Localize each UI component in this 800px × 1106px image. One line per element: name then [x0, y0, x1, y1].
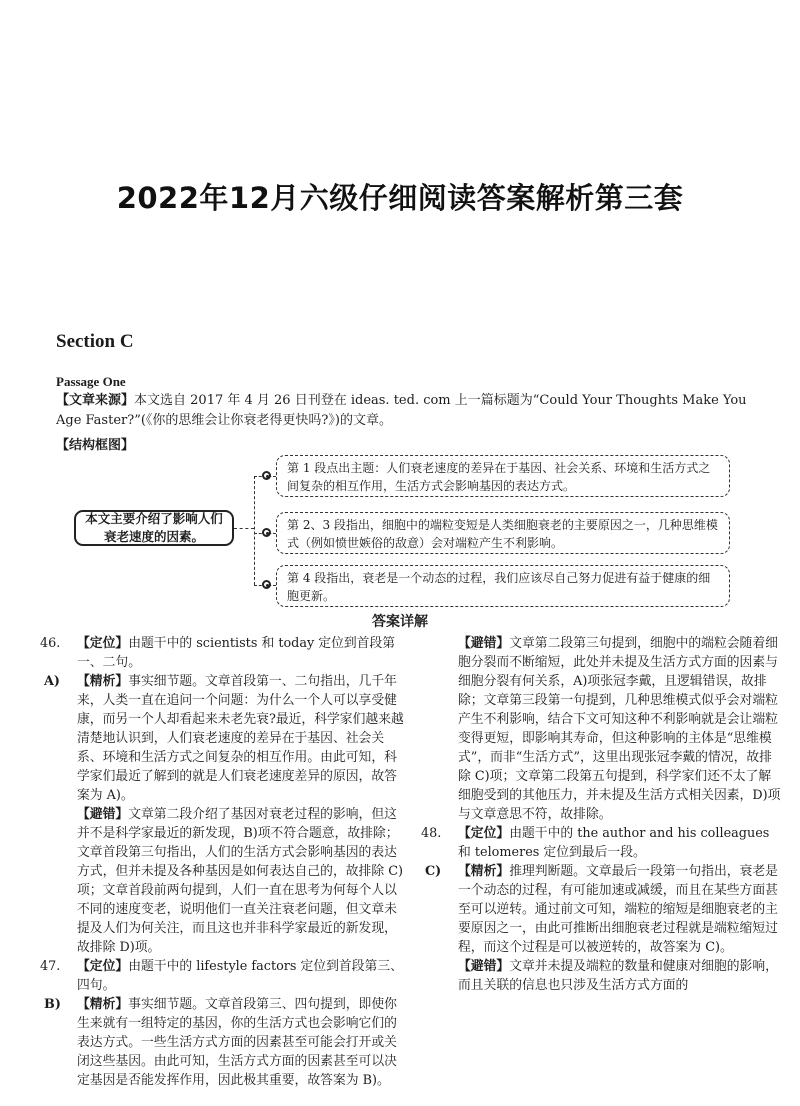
locate-text: 由题干中的 scientists 和 today 定位到首段第一、二句。 [77, 636, 396, 670]
section-heading: Section C [56, 331, 134, 352]
diagram-node-icon [262, 580, 271, 589]
question-47-avoid [421, 634, 783, 824]
avoid-text: 文章第二段介绍了基因对衰老过程的影响，但这并不是科学家最近的新发现，B)项不符合题意，故排除；文章首段第三句指出，人们的生活方式会影响基因的表达方式，但并未提及各种基因是如何表达自己的，故排除 C)项；文章首段前两句提到，人们一直在思考为何每个人以不同的速度变老，说明他们一直关注衰老问题，但文章未提及人们为何关注，而且这也并非科学家最近的新发现，故排除 D)项。 [77, 807, 403, 955]
diagram-branch-text: 第 2、3 段指出，细胞中的端粒变短是人类细胞衰老的主要原因之一，几种思维模式（例如愤世嫉俗的敌意）会对端粒产生不利影响。 [287, 518, 718, 550]
question-47-locate [40, 957, 406, 995]
analysis-tag: 【精析】 [77, 674, 129, 689]
page-title: 2022年12月六级仔细阅读答案解析第三套 [116, 181, 684, 215]
passage-heading: Passage One [56, 374, 126, 389]
diagram-main-text: 本文主要介绍了影响人们衰老速度的因素。 [85, 511, 223, 544]
avoid-tag: 【避错】 [458, 636, 510, 651]
diagram-branch-box [276, 512, 730, 554]
answers-heading: 答案详解 [372, 614, 428, 630]
question-46-analysis [40, 672, 406, 805]
avoid-text: 文章并未提及端粒的数量和健康对细胞的影响，而且关联的信息也只涉及生活方式方面的 [458, 959, 778, 993]
answer-letter: C) [425, 864, 442, 879]
locate-text: 由题干中的 the author and his colleagues 和 telomeres 定位到最后一段。 [458, 826, 770, 860]
question-48-analysis [421, 862, 783, 957]
answer-letter: B) [44, 997, 61, 1012]
diagram-connector [234, 528, 254, 529]
diagram-branch-box [276, 565, 730, 607]
answers-column-left [40, 634, 406, 1090]
question-46-locate [40, 634, 406, 672]
avoid-tag: 【避错】 [77, 807, 129, 822]
question-48-avoid [421, 957, 783, 995]
answers-column-right [421, 634, 783, 995]
avoid-text: 文章第二段第三句提到，细胞中的端粒会随着细胞分裂而不断缩短，此处并未提及生活方式方面的因素与细胞分裂有何关系，A)项张冠李戴，且逻辑错误，故排除；文章第三段第一句提到，几种思维模式似乎会对端粒产生不利影响，结合下文可知这种不利影响就是会让端粒变得更短，即影响其寿命，但这种影响的主体是“思维模式”，而非“生活方式”，这里出现张冠李戴的情况，故排除 C)项；文章第二段第五句提到，科学家们还不太了解细胞受到的其他压力，并未提及生活方式相关因素，D)项与文章意思不符，故排除。 [458, 636, 781, 822]
analysis-tag: 【精析】 [458, 864, 510, 879]
source-text: 本文选自 2017 年 4 月 26 日刊登在 ideas. ted. com 上一篇标题为“Could Your Thoughts Make You Age Faster?”(《你的思维会让你衰老得更快吗?》)的文章。 [56, 393, 747, 428]
question-46-avoid [40, 805, 406, 957]
locate-text: 由题干中的 lifestyle factors 定位到首段第三、四句。 [77, 959, 403, 993]
locate-tag: 【定位】 [77, 636, 129, 651]
diagram-branch-text: 第 4 段指出，衰老是一个动态的过程，我们应该尽自己努力促进有益于健康的细胞更新。 [287, 571, 711, 603]
answer-letter: A) [44, 674, 60, 689]
source-tag: 【文章来源】 [56, 393, 135, 408]
question-number: 48. [421, 826, 442, 841]
analysis-text: 推理判断题。文章最后一段第一句指出，衰老是一个动态的过程，有可能加速或减缓，而且在某些方面甚至可以逆转。通过前文可知，端粒的缩短是细胞衰老的主要原因之一，由此可推断出细胞衰老过程就是端粒缩短过程，而这个过程是可以被逆转的，故答案为 C)。 [458, 864, 778, 955]
diagram-branch-text: 第 1 段点出主题：人们衰老速度的差异在于基因、社会关系、环境和生活方式之间复杂的相互作用，生活方式会影响基因的表达方式。 [287, 461, 711, 493]
question-48-locate [421, 824, 783, 862]
avoid-tag: 【避错】 [458, 959, 510, 974]
analysis-text: 事实细节题。文章首段第一、二句指出，几千年来，人类一直在追问一个问题：为什么一个人可以享受健康，而另一个人却看起来未老先衰?最近，科学家们越来越清楚地认识到，人们衰老速度的差异在于基因、社会关系、环境和生活方式之间复杂的相互作用。由此可知，科学家们最近了解到的就是人们衰老速度差异的原因，故答案为 A)。 [77, 674, 404, 803]
analysis-text: 事实细节题。文章首段第三、四句提到，即使你生来就有一组特定的基因，你的生活方式也会影响它们的表达方式。一些生活方式方面的因素甚至可能会打开或关闭这些基因。由此可知，生活方式方面的因素甚至可以决定基因是否能发挥作用，因此极其重要，故答案为 B)。 [77, 997, 397, 1088]
diagram-branch-box [276, 455, 730, 497]
analysis-tag: 【精析】 [77, 997, 129, 1012]
question-number: 46. [40, 636, 61, 651]
locate-tag: 【定位】 [77, 959, 129, 974]
diagram-main-box [74, 510, 234, 546]
question-number: 47. [40, 959, 61, 974]
diagram-node-icon [262, 471, 271, 480]
locate-tag: 【定位】 [458, 826, 510, 841]
question-47-analysis [40, 995, 406, 1090]
diagram-connector [254, 476, 255, 585]
source-paragraph [56, 391, 750, 431]
framework-label: 【结构框图】 [56, 438, 135, 453]
diagram-node-icon [262, 528, 271, 537]
